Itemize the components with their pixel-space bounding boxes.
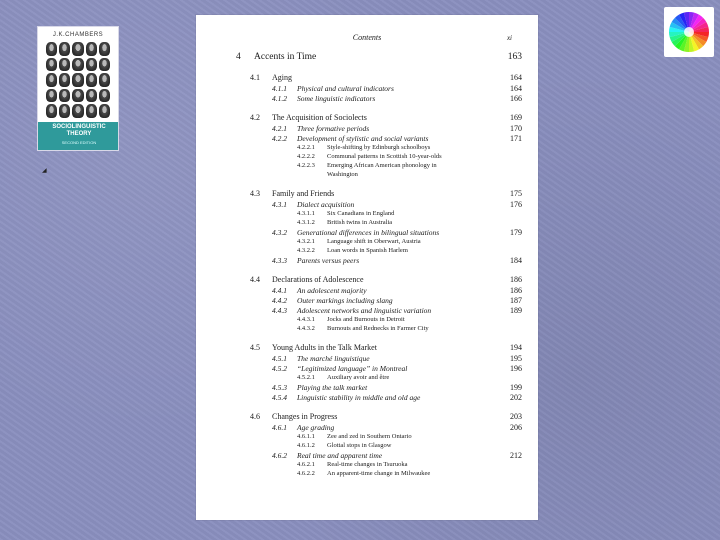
toc-entry-title: Playing the talk market <box>297 383 368 392</box>
toc-entry-number: 4.5.2.1 <box>297 374 315 381</box>
toc-entry <box>196 423 538 432</box>
toc-entry-number: 4 <box>236 52 241 62</box>
table-of-contents <box>196 15 538 520</box>
publisher-logo: ◢ <box>42 168 47 174</box>
toc-entry-number: 4.3.2.1 <box>297 238 315 245</box>
toc-entry-number: 4.5.3 <box>272 383 287 392</box>
toc-entry-title: Three formative periods <box>297 124 370 133</box>
toc-entry <box>196 306 538 315</box>
toc-entry-number: 4.4.1 <box>272 286 287 295</box>
toc-entry-title: The marché linguistique <box>297 354 370 363</box>
face-portrait <box>86 42 97 56</box>
toc-entry-number: 4.2.2.3 <box>297 162 315 169</box>
toc-entry-title: Adolescent networks and linguistic variation <box>297 306 432 315</box>
toc-entry-page: 171 <box>510 134 522 143</box>
toc-entry-title: Language shift in Oberwart, Austria <box>327 238 421 245</box>
toc-entry <box>196 113 538 123</box>
toc-entry-title: An adolescent majority <box>297 286 367 295</box>
toc-entry-page: 195 <box>510 354 522 363</box>
toc-entry <box>196 412 538 422</box>
toc-entry <box>196 451 538 460</box>
page-header-number: xi <box>506 34 512 42</box>
toc-entry-page: 176 <box>510 200 522 209</box>
toc-entry-number: 4.6.1 <box>272 423 287 432</box>
toc-entry-number: 4.4.2 <box>272 296 287 305</box>
toc-entry-title: Communal patterns in Scottish 10-year-olds <box>327 153 442 160</box>
toc-entry <box>196 124 538 133</box>
toc-entry <box>196 200 538 209</box>
toc-entry-number: 4.1 <box>250 73 260 82</box>
cover-faces-grid <box>46 42 110 118</box>
toc-entry-page: 170 <box>510 124 522 133</box>
toc-entry-page: 194 <box>510 343 522 352</box>
toc-entry-page: 164 <box>510 84 522 93</box>
toc-entry-page: 206 <box>510 423 522 432</box>
toc-entry-title: Jocks and Burnouts in Detroit <box>327 316 405 323</box>
toc-entry <box>196 144 538 152</box>
page-header: Contents <box>352 33 382 42</box>
face-portrait <box>99 58 110 72</box>
toc-entry-title: Style-shifting by Edinburgh schoolboys <box>327 144 431 151</box>
toc-entry-number: 4.5.2 <box>272 364 287 373</box>
face-portrait <box>99 89 110 103</box>
toc-entry-title: An apparent-time change in Milwaukee <box>327 470 431 477</box>
color-wheel-graphic <box>668 11 710 53</box>
toc-entry-page: 187 <box>510 296 522 305</box>
toc-entry-page: 179 <box>510 228 522 237</box>
toc-entry-page: 164 <box>510 73 522 82</box>
face-portrait <box>59 89 70 103</box>
toc-entry-page: 184 <box>510 256 522 265</box>
toc-entry-number: 4.3 <box>250 189 260 198</box>
toc-entry-title: Real-time changes in Tsuruoka <box>327 461 408 468</box>
toc-entry-number: 4.2.2 <box>272 134 287 143</box>
toc-entry-number: 4.3.1.2 <box>297 219 315 226</box>
toc-entry-number: 4.6.1.1 <box>297 433 315 440</box>
toc-entry-title: Changes in Progress <box>272 412 338 421</box>
toc-entry <box>196 470 538 478</box>
contents-page <box>196 15 538 520</box>
toc-entry <box>196 383 538 392</box>
toc-entry-number: 4.3.2 <box>272 228 287 237</box>
toc-entry-number: 4.4 <box>250 275 260 284</box>
toc-entry <box>196 393 538 402</box>
toc-entry <box>196 256 538 265</box>
toc-entry-title: Young Adults in the Talk Market <box>272 343 377 352</box>
toc-entry <box>196 296 538 305</box>
toc-entry-title: The Acquisition of Sociolects <box>272 113 367 122</box>
toc-entry-title: Glottal stops in Glasgow <box>327 442 392 449</box>
toc-entry <box>196 247 538 255</box>
toc-entry-page: 189 <box>510 306 522 315</box>
face-portrait <box>72 104 83 118</box>
toc-entry-title: Emerging African American phonology in <box>327 162 437 169</box>
toc-entry-page: 186 <box>510 286 522 295</box>
face-portrait <box>59 73 70 87</box>
toc-entry <box>196 286 538 295</box>
toc-entry <box>196 84 538 93</box>
toc-entry-page: 166 <box>510 94 522 103</box>
face-portrait <box>72 58 83 72</box>
face-portrait <box>72 89 83 103</box>
face-portrait <box>72 73 83 87</box>
toc-entry-title: Dialect acquisition <box>297 200 355 209</box>
toc-entry-number: 4.4.3.1 <box>297 316 315 323</box>
toc-entry-number: 4.1.2 <box>272 94 287 103</box>
toc-entry-title: Loan words in Spanish Harlem <box>327 247 408 254</box>
toc-entry-title: Zee and zed in Southern Ontario <box>327 433 412 440</box>
cover-author: J.K.CHAMBERS <box>52 32 104 38</box>
toc-entry-page: 175 <box>510 189 522 198</box>
toc-entry <box>196 275 538 285</box>
toc-entry-page: 186 <box>510 275 522 284</box>
face-portrait <box>59 104 70 118</box>
toc-entry <box>196 364 538 373</box>
toc-entry-number: 4.6 <box>250 412 260 421</box>
toc-entry-title: Declarations of Adolescence <box>272 275 364 284</box>
toc-entry <box>196 94 538 103</box>
face-portrait <box>46 89 57 103</box>
toc-entry-number: 4.4.3.2 <box>297 325 315 332</box>
toc-entry <box>196 210 538 218</box>
toc-entry-page: 202 <box>510 393 522 402</box>
toc-entry-title: Accents in Time <box>254 52 317 62</box>
toc-entry <box>196 171 538 179</box>
face-portrait <box>99 104 110 118</box>
face-portrait <box>86 104 97 118</box>
toc-entry-title: “Legitimized language” in Montreal <box>297 364 408 373</box>
toc-entry-page: 196 <box>510 364 522 373</box>
face-portrait <box>99 73 110 87</box>
toc-entry-title: Burnouts and Rednecks in Farmer City <box>327 325 429 332</box>
toc-entry-title: British twins in Australia <box>327 219 393 226</box>
toc-entry <box>196 162 538 170</box>
toc-entry-number: 4.5.1 <box>272 354 287 363</box>
toc-entry-title: Aging <box>272 73 292 82</box>
toc-entry-number: 4.3.3 <box>272 256 287 265</box>
toc-entry <box>196 316 538 324</box>
toc-entry-title: Linguistic stability in middle and old age <box>297 393 421 402</box>
book-cover-image <box>37 26 119 174</box>
toc-entry <box>196 134 538 143</box>
toc-entry-number: 4.2.1 <box>272 124 287 133</box>
face-portrait <box>46 104 57 118</box>
toc-entry-number: 4.5 <box>250 343 260 352</box>
toc-entry-title: Auxiliary avoir and être <box>327 374 390 381</box>
toc-entry-number: 4.2.2.2 <box>297 153 315 160</box>
toc-entry-number: 4.6.2.2 <box>297 470 315 477</box>
color-wheel-icon <box>664 7 714 57</box>
toc-entry-title: Physical and cultural indicators <box>297 84 394 93</box>
face-portrait <box>59 58 70 72</box>
face-portrait <box>72 42 83 56</box>
toc-entry <box>196 374 538 382</box>
toc-entry-title: Generational differences in bilingual situations <box>297 228 440 237</box>
face-portrait <box>86 89 97 103</box>
cover-edition: SECOND EDITION <box>61 140 97 145</box>
toc-entry <box>196 354 538 363</box>
toc-entry-number: 4.6.2 <box>272 451 287 460</box>
toc-entry-number: 4.2.2.1 <box>297 144 315 151</box>
toc-entry-number: 4.3.1.1 <box>297 210 315 217</box>
toc-entry-page: 199 <box>510 383 522 392</box>
toc-entry-page: 212 <box>510 451 522 460</box>
toc-entry <box>196 343 538 353</box>
toc-entry <box>196 219 538 227</box>
face-portrait <box>59 42 70 56</box>
toc-entry-title: Age grading <box>297 423 335 432</box>
toc-entry-title: Family and Friends <box>272 189 335 198</box>
wheel-center <box>684 27 694 37</box>
toc-entry-title: Six Canadians in England <box>327 210 395 217</box>
toc-entry-number: 4.3.2.2 <box>297 247 315 254</box>
toc-entry-number: 4.5.4 <box>272 393 287 402</box>
toc-entry-title: Some linguistic indicators <box>297 94 376 103</box>
toc-entry <box>196 189 538 199</box>
face-portrait <box>46 58 57 72</box>
toc-entry-title: Development of stylistic and social variants <box>297 134 429 143</box>
toc-entry-number: 4.6.1.2 <box>297 442 315 449</box>
toc-entry-number: 4.4.3 <box>272 306 287 315</box>
toc-entry-number: 4.1.1 <box>272 84 287 93</box>
toc-entry-number: 4.6.2.1 <box>297 461 315 468</box>
toc-entry <box>196 228 538 237</box>
toc-entry-page: 163 <box>507 52 522 62</box>
toc-entry <box>196 433 538 441</box>
toc-entry <box>196 461 538 469</box>
toc-entry <box>196 153 538 161</box>
face-portrait <box>46 73 57 87</box>
toc-entry-title: Washington <box>327 171 358 178</box>
toc-entry-number: 4.2 <box>250 113 260 122</box>
toc-entry <box>196 325 538 333</box>
cover-title: SOCIOLINGUISTIC THEORY <box>52 124 106 137</box>
face-portrait <box>46 42 57 56</box>
toc-entry-number: 4.3.1 <box>272 200 287 209</box>
toc-entry-title: Outer markings including slang <box>297 296 393 305</box>
toc-entry <box>196 238 538 246</box>
toc-entry <box>196 51 538 63</box>
toc-entry-page: 169 <box>510 113 522 122</box>
toc-entry <box>196 442 538 450</box>
face-portrait <box>86 58 97 72</box>
toc-entry <box>196 73 538 83</box>
face-portrait <box>86 73 97 87</box>
toc-entry-title: Parents versus peers <box>297 256 360 265</box>
toc-entry-title: Real time and apparent time <box>297 451 383 460</box>
toc-entry-page: 203 <box>510 412 522 421</box>
face-portrait <box>99 42 110 56</box>
